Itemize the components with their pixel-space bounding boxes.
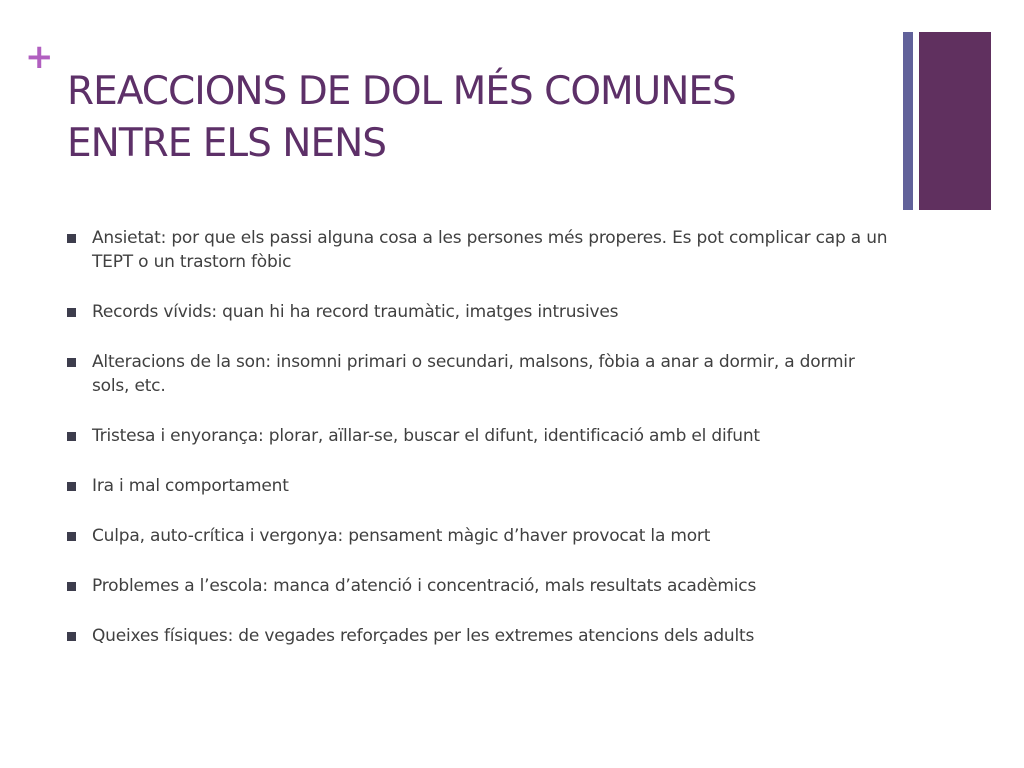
square-bullet-icon: [67, 308, 76, 317]
list-item: [67, 624, 897, 648]
bullet-text: Ira i mal comportament: [92, 476, 289, 496]
square-bullet-icon: [67, 582, 76, 591]
decorative-bar-thin: [903, 32, 913, 210]
list-item: [67, 350, 897, 398]
square-bullet-icon: [67, 532, 76, 541]
list-item: [67, 574, 897, 598]
bullet-text: Queixes físiques: de vegades reforçades per les extremes atencions dels adults: [92, 626, 755, 646]
bullet-text: Records vívids: quan hi ha record traumàtic, imatges intrusives: [92, 302, 619, 322]
bullet-text: Tristesa i enyorança: plorar, aïllar-se, buscar el difunt, identificació amb el difunt: [92, 426, 760, 446]
list-item: [67, 226, 897, 274]
square-bullet-icon: [67, 482, 76, 491]
plus-icon: +: [25, 37, 54, 77]
list-item: [67, 524, 897, 548]
bullet-text: Problemes a l’escola: manca d’atenció i concentració, mals resultats acadèmics: [92, 576, 757, 596]
square-bullet-icon: [67, 432, 76, 441]
bullet-text: Alteracions de la son: insomni primari o secundari, malsons, fòbia a anar a dormir, a dormir sols, etc.: [92, 352, 855, 396]
list-item: [67, 474, 897, 498]
bullet-text: Culpa, auto-crítica i vergonya: pensament màgic d’haver provocat la mort: [92, 526, 711, 546]
bullet-text: Ansietat: por que els passi alguna cosa a les persones més properes. Es pot complicar cap a un TEPT o un trastorn fòbic: [92, 228, 888, 272]
list-item: [67, 300, 897, 324]
square-bullet-icon: [67, 358, 76, 367]
list-item: [67, 424, 897, 448]
square-bullet-icon: [67, 234, 76, 243]
slide-title: REACCIONS DE DOL MÉS COMUNES ENTRE ELS NENS: [67, 69, 736, 166]
decorative-bar-thick: [919, 32, 991, 210]
square-bullet-icon: [67, 632, 76, 641]
bullet-list: [67, 226, 897, 674]
